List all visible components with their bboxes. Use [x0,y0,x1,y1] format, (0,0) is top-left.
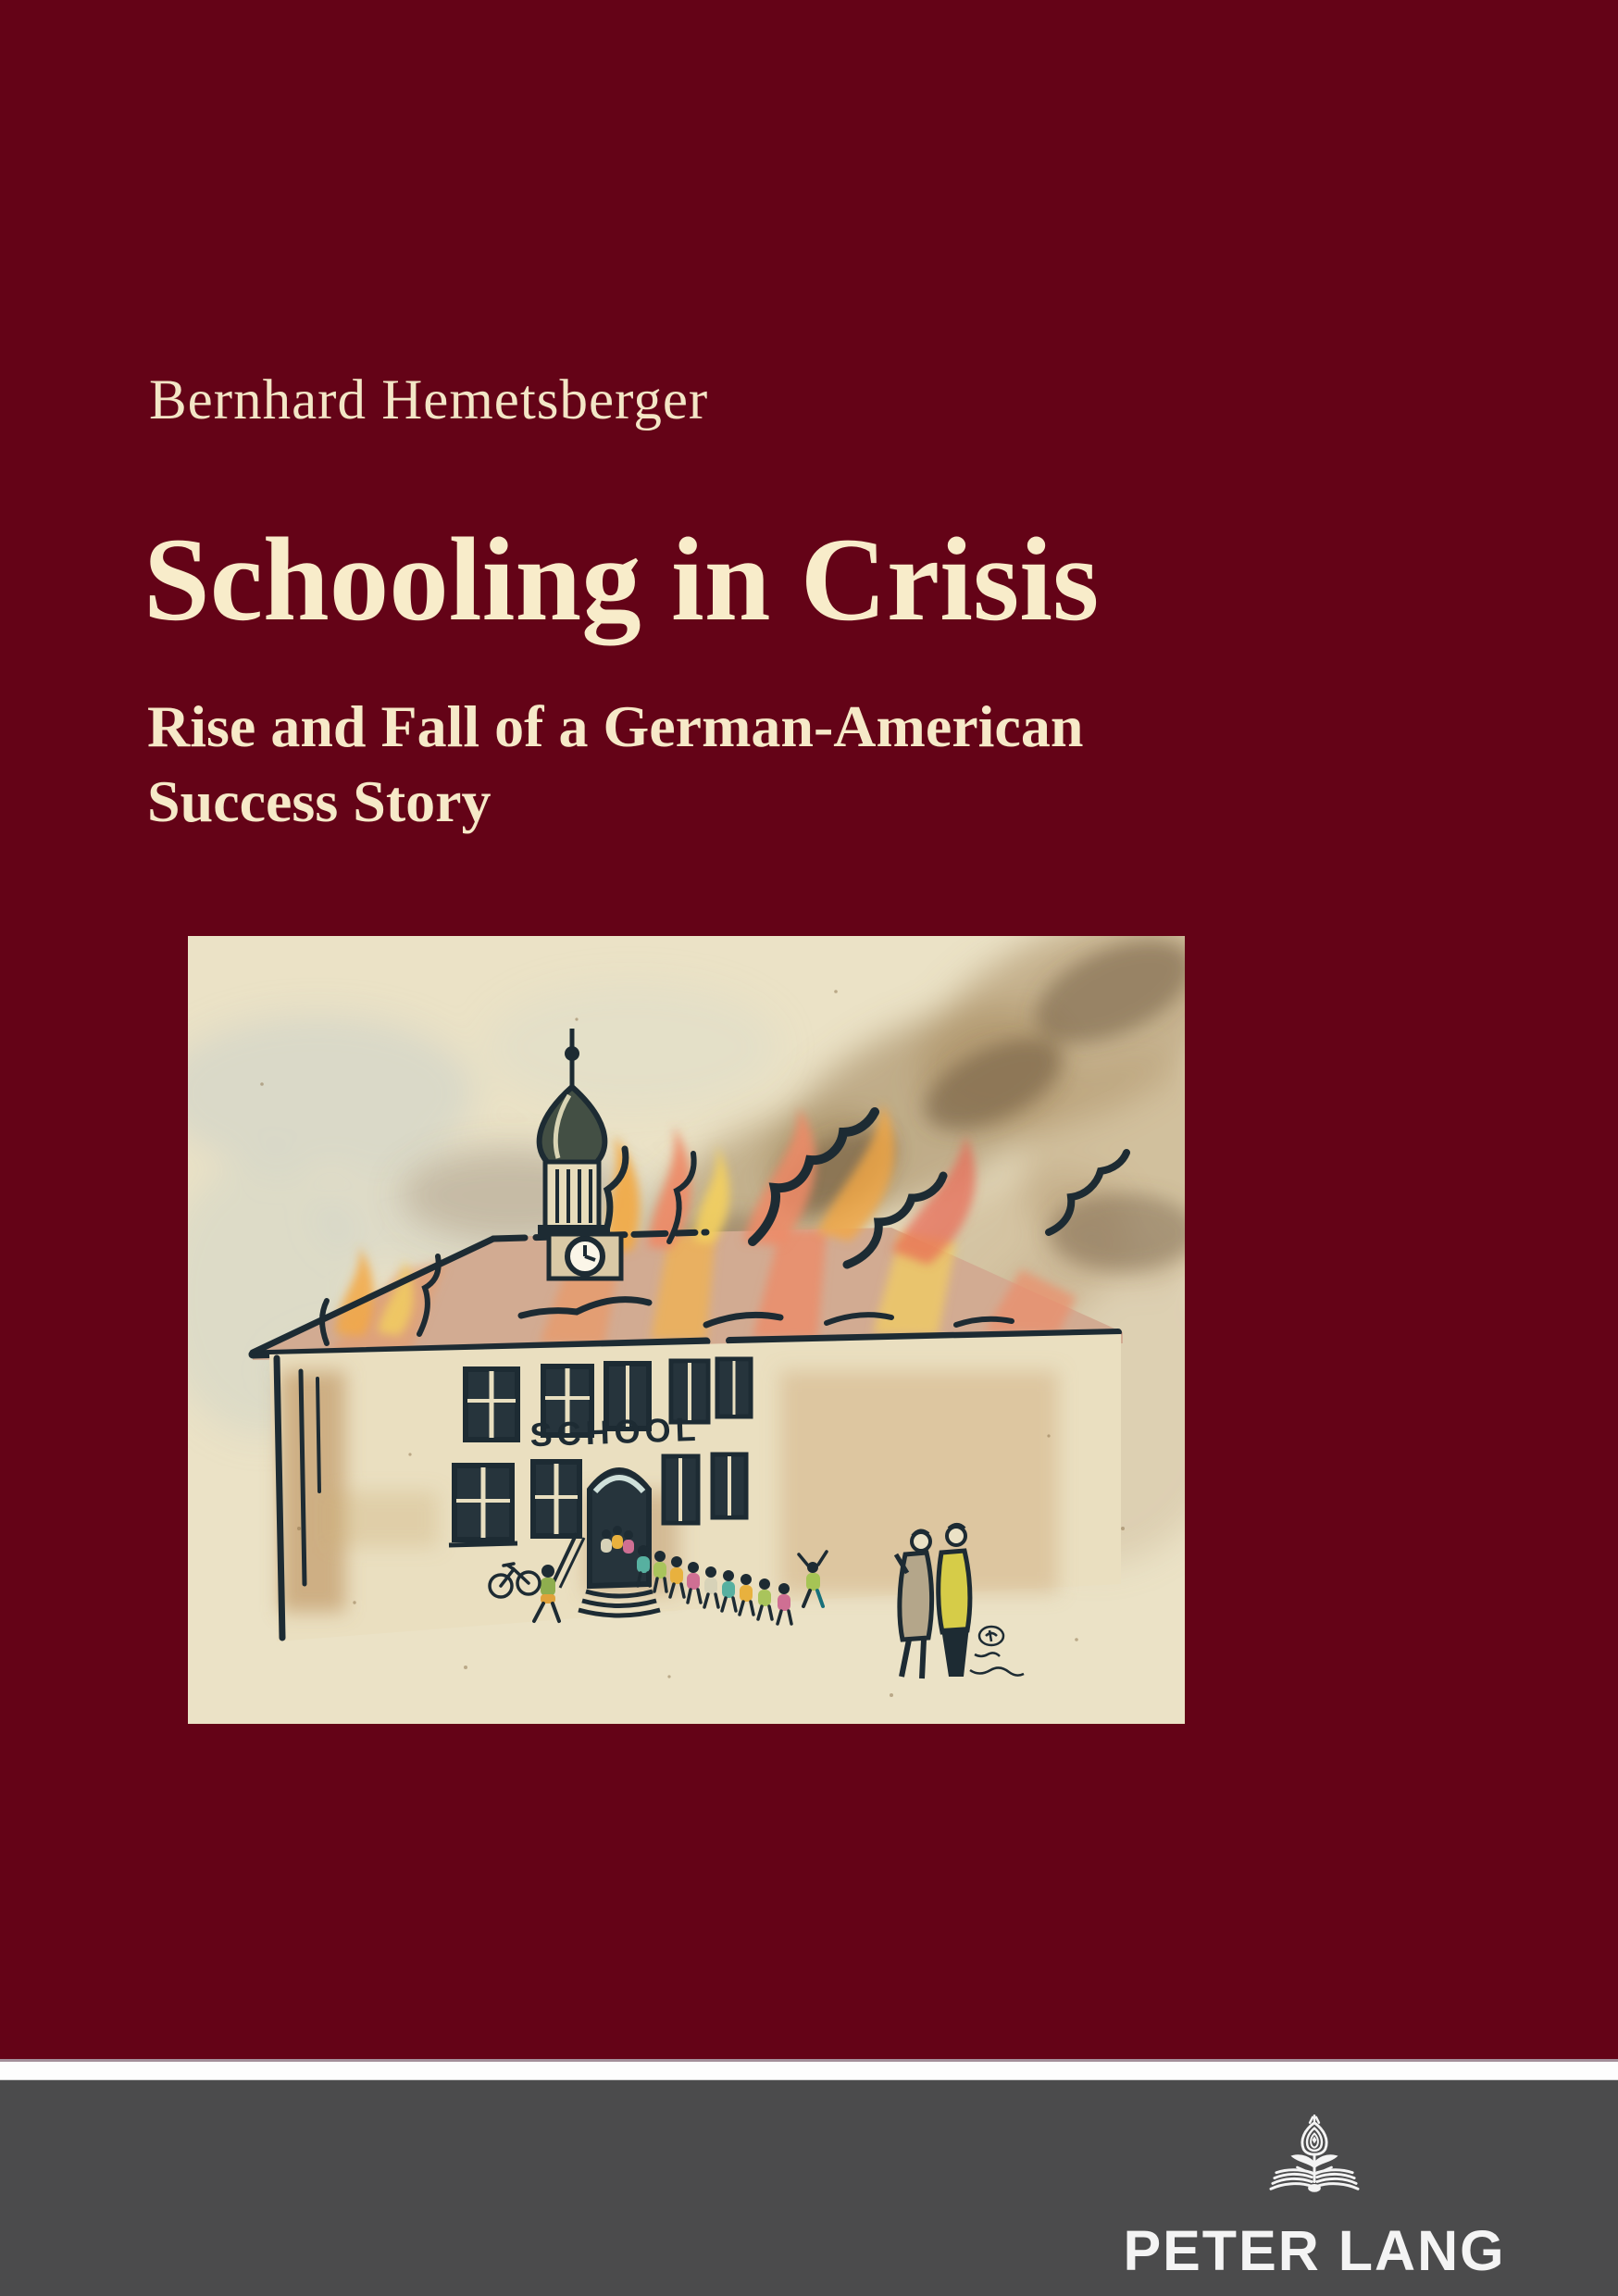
window [717,1359,751,1416]
window [533,1462,579,1536]
window [449,1466,517,1545]
window [466,1369,517,1440]
burning-school-drawing [188,936,1185,1724]
subtitle-line-2: Success Story [147,768,492,834]
cover-illustration-burning-school [188,936,1185,1724]
publisher-name: PETER LANG [1123,2219,1506,2282]
spire-ball [565,1046,579,1061]
footer-separator-band [0,2059,1618,2080]
book-subtitle [147,689,1083,839]
subtitle-line-1: Rise and Fall of a German-American [147,693,1084,759]
book-title: Schooling in Crisis [143,513,1100,645]
window [713,1454,746,1517]
peter-lang-book-tulip-icon [1269,2115,1360,2205]
window [664,1456,698,1523]
author-name: Bernhard Hemetsberger [149,369,709,431]
publisher-logo-block [1123,2115,1506,2283]
school-sign: SCHOOL [529,1409,702,1454]
